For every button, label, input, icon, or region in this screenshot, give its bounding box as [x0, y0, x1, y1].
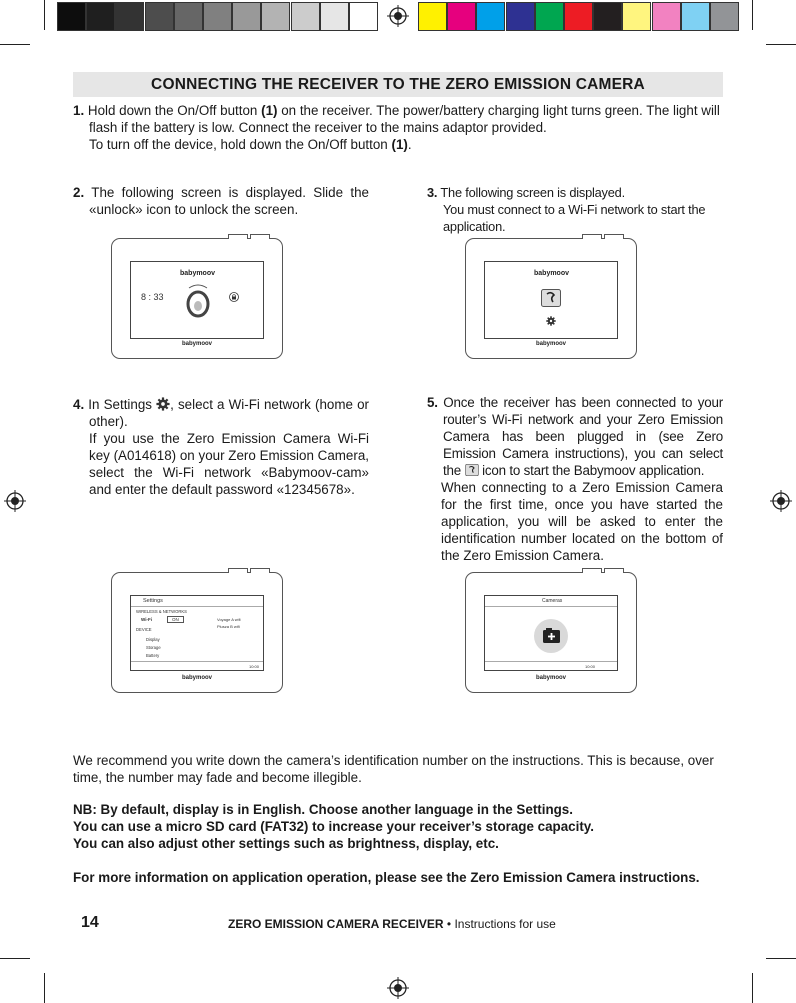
cmyk-swatch	[418, 2, 447, 31]
cmyk-swatch	[593, 2, 622, 31]
footer-separator: •	[443, 917, 455, 931]
gray-swatch	[174, 2, 203, 31]
gray-swatch	[320, 2, 349, 31]
step-number: 1.	[73, 103, 85, 118]
registration-mark-icon	[387, 5, 409, 27]
crop-mark	[766, 958, 796, 959]
registration-mark-icon	[770, 490, 792, 512]
gray-swatch	[145, 2, 174, 31]
step-text: In Settings	[88, 397, 157, 412]
recommendation-note: We recommend you write down the camera’s identification number on the instructions. This is because, over time, the number may fade and become illegible.	[73, 753, 714, 785]
document-type: Instructions for use	[454, 917, 556, 931]
settings-section-header: DEVICE	[136, 627, 152, 632]
brand-logo: babymoov	[534, 270, 570, 277]
babymoov-app-icon[interactable]	[541, 289, 561, 307]
device-button	[228, 234, 248, 239]
device-button	[604, 568, 624, 573]
step-text: If you use the Zero Emission Camera Wi-Fi key (A014618) on your Zero Emission Camera, select the Wi-Fi network «Babymoov-cam» and enter the default password «12345678».	[89, 431, 369, 497]
step-text: .	[407, 137, 412, 152]
step-text: on the receiver. The power/battery charging light turns green. The light will flash if the battery is low. Connect the receiver to the mains adaptor provided.	[89, 103, 720, 135]
wifi-network-item[interactable]: Plusza B wifi	[217, 624, 240, 629]
settings-item-display[interactable]: Display	[146, 637, 160, 642]
receiver-settings-screen	[111, 572, 283, 693]
brand-logo: babymoov	[536, 675, 567, 681]
step-text: To turn off the device, hold down the On/Off button	[89, 137, 392, 152]
registration-mark-icon	[387, 977, 409, 999]
device-button	[582, 234, 602, 239]
cmyk-swatch	[476, 2, 505, 31]
cmyk-swatch	[447, 2, 476, 31]
settings-section-header: WIRELESS & NETWORKS	[136, 609, 187, 614]
gray-swatch	[86, 2, 115, 31]
gray-swatch	[261, 2, 290, 31]
receiver-home-screen	[465, 238, 637, 359]
button-ref: (1)	[261, 103, 278, 118]
step-5	[427, 394, 723, 564]
gray-swatch	[57, 2, 86, 31]
product-name: ZERO EMISSION CAMERA RECEIVER	[228, 917, 444, 931]
step-text: You must connect to a Wi-Fi network to start the application.	[443, 202, 706, 234]
wifi-network-item[interactable]: Voyage A wifi	[217, 617, 241, 622]
nb-line: NB: By default, display is in English. Choose another language in the Settings.	[73, 802, 573, 817]
cmyk-swatch	[506, 2, 535, 31]
gray-swatch	[232, 2, 261, 31]
crop-mark	[766, 44, 796, 45]
cmyk-swatch	[710, 2, 739, 31]
unlock-ring-icon	[181, 282, 215, 322]
step-number: 3.	[427, 185, 438, 200]
cameras-title: Cameras	[542, 598, 563, 604]
gray-swatch	[203, 2, 232, 31]
page-number: 14	[81, 914, 99, 931]
gray-swatch	[115, 2, 144, 31]
lock-icon[interactable]	[229, 292, 239, 302]
brand-logo: babymoov	[180, 270, 216, 277]
clock-display: 8 : 33	[141, 292, 164, 302]
device-button	[250, 568, 270, 573]
settings-item-storage[interactable]: Storage	[146, 645, 161, 650]
crop-mark	[0, 958, 30, 959]
crop-mark	[44, 973, 45, 1003]
step-text: The following screen is displayed. Slide the «unlock» icon to unlock the screen.	[89, 185, 369, 217]
brand-logo: babymoov	[536, 341, 567, 347]
add-camera-icon[interactable]	[533, 618, 569, 654]
gray-swatch	[291, 2, 320, 31]
device-screen	[484, 261, 618, 339]
nb-line: You can use a micro SD card (FAT32) to increase your receiver’s storage capacity.	[73, 819, 594, 834]
cmyk-swatch	[652, 2, 681, 31]
device-button	[228, 568, 248, 573]
status-bar-clock: 10:00	[584, 664, 595, 669]
settings-gear-icon	[156, 397, 170, 411]
registration-mark-icon	[4, 490, 26, 512]
nb-block	[73, 801, 725, 852]
gray-swatch	[349, 2, 378, 31]
crop-mark	[44, 0, 45, 30]
wifi-setting-label[interactable]: Wi-Fi	[141, 617, 152, 622]
wifi-toggle[interactable]: ON	[167, 616, 184, 623]
step-4	[73, 396, 369, 498]
device-screen	[130, 595, 264, 671]
step-text: When connecting to a Zero Emission Camera for the first time, once you have started the application, you will be asked to enter the identification number located on the bottom of the Zero Emission Camera.	[441, 480, 723, 563]
crop-mark	[752, 973, 753, 1003]
brand-logo: babymoov	[182, 675, 213, 681]
cmyk-swatch	[535, 2, 564, 31]
device-button	[582, 568, 602, 573]
step-number: 5.	[427, 395, 438, 410]
nb-line: You can also adjust other settings such as brightness, display, etc.	[73, 836, 499, 851]
step-2	[73, 184, 369, 218]
step-3	[427, 184, 723, 235]
footer-text	[228, 917, 556, 931]
step-text: , select a Wi-Fi network (home or other).	[89, 397, 369, 429]
cmyk-swatch	[564, 2, 593, 31]
device-screen	[484, 595, 618, 671]
brand-logo: babymoov	[182, 341, 213, 347]
receiver-lock-screen	[111, 238, 283, 359]
step-1	[73, 102, 725, 153]
device-screen	[130, 261, 264, 339]
step-text: Once the receiver has been connected to your router’s Wi-Fi network and your Zero Emission Camera has been plugged in (see Zero Emission Camera instructions), you can select the	[443, 395, 723, 478]
section-title: CONNECTING THE RECEIVER TO THE ZERO EMISSION CAMERA	[73, 72, 723, 97]
step-text: icon to start the Babymoov application.	[478, 463, 705, 478]
more-info: For more information on application operation, please see the Zero Emission Camera instructions.	[73, 870, 700, 885]
status-bar-clock: 10:00	[248, 664, 259, 669]
step-number: 4.	[73, 397, 85, 412]
babymoov-app-icon	[465, 464, 479, 476]
receiver-cameras-screen	[465, 572, 637, 693]
device-button	[604, 234, 624, 239]
step-text: The following screen is displayed.	[440, 185, 625, 200]
cmyk-swatch	[681, 2, 710, 31]
crop-mark	[0, 44, 30, 45]
crop-mark	[752, 0, 753, 30]
step-text: Hold down the On/Off button	[87, 103, 262, 118]
settings-gear-icon[interactable]	[546, 316, 556, 326]
settings-title: Settings	[143, 598, 163, 604]
button-ref: (1)	[391, 137, 408, 152]
device-button	[250, 234, 270, 239]
settings-item-battery[interactable]: Battery	[146, 653, 160, 658]
step-number: 2.	[73, 185, 85, 200]
cmyk-swatch	[622, 2, 651, 31]
